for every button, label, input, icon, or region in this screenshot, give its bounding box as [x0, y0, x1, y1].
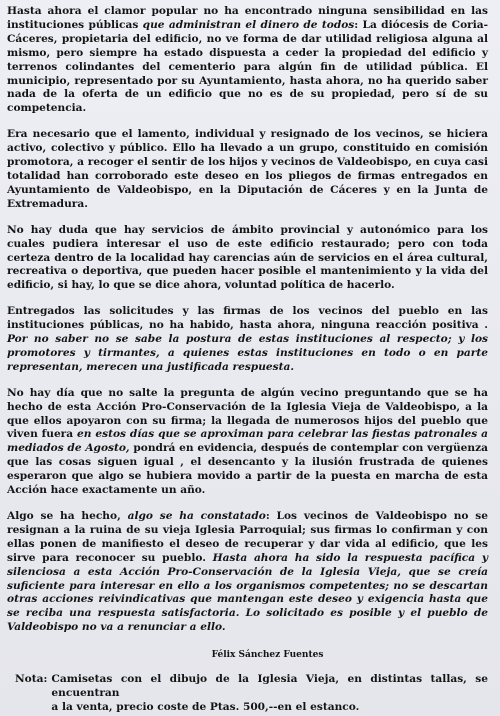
paragraph-text: No hay duda que hay servicios de ámbito provincial y autonómico para los cuales pudiera interesar el uso de este edificio restaurado; pero con toda certeza dentro de la localidad hay carencias aún de servicios en el área cultural, recreativa o deportiva, que pueden hacer posible el mantenimiento y la vida del edificio, si hay, lo que se dice ahora, voluntad política de hacerlo. — [7, 223, 488, 292]
paragraph — [7, 510, 488, 635]
paragraph-text: pondrá en evidencia, después de contemplar con vergüenza que las cosas siguen igual , el desencanto y la ilusión frustrada de quienes esperaron que algo se hubiera movido a partir de la puesta en marcha de esta Acción hace exactamente un año. — [7, 442, 488, 497]
paragraph-text: No hay día que no salte la pregunta de algún vecino preguntando que se ha hecho de esta Acción Pro-Conservación de la Iglesia Vieja de Valdeobispo, a la que ellos apoyaron con su firma; la llegada de numerosos hijos del pueblo que viven fuera — [7, 386, 488, 441]
note-line: Camisetas con el dibujo de la Iglesia Vieja, en distintas tallas, se encuentran — [51, 673, 488, 700]
paragraph-italic-text: Hasta ahora ha sido la respuesta pacífica y silenciosa a esta Acción Pro-Conservación de la Iglesia Vieja, que se creía suficiente para interesar en ello a los organismos competentes; no se descartan otras acciones reivindicativas que mantengan este deseo y exigencia hasta que se reciba una respuesta satisfactoria. Lo solicitado es posible y el pueblo de Valdeobispo no va a renunciar a ello. — [7, 551, 488, 634]
paragraph — [7, 387, 488, 498]
paragraph-italic-text: en estos días que se aproximan para celebrar las fiestas patronales a mediados de Agosto, — [7, 428, 488, 455]
author-signature: Félix Sánchez Fuentes — [211, 650, 324, 661]
paragraph-italic-text: que administran el dinero de todos — [142, 18, 355, 31]
paragraph-italic-text: algo se ha constatado — [127, 510, 266, 522]
paragraph-text: Algo se ha hecho, — [7, 510, 128, 522]
paragraph-italic-text: Por no saber no se sabe la postura de estas instituciones al respecto; y los promotores y tirmantes, a quienes estas instituciones en todo o en parte representan, merecen una justificada respuesta. — [7, 333, 488, 373]
paragraph-text: Hasta ahora el clamor popular no ha encontrado ninguna sensibilidad en las instituciones públicas — [7, 5, 488, 31]
paragraph — [7, 305, 488, 375]
paragraph — [7, 224, 488, 294]
note-label: Nota: — [15, 673, 48, 686]
paragraph-text: : La diócesis de Coria-Cáceres, propietaria del edificio, no ve forma de dar utilidad religiosa alguna al mismo, pero siempre ha estado dispuesta a ceder la propiedad del edificio y terrenos colindantes del cementerio para algún fin de utilidad pública. El municipio, representado por su Ayuntamiento, hasta ahora, no ha querido saber nada de la oferta de un edificio que no es de su propiedad, pero sí de su competencia. — [7, 18, 489, 115]
paragraph-text: Entregados las solicitudes y las firmas de los vecinos del pueblo en las instituciones públicas, no ha habido, hasta ahora, ninguna reacción positiva . — [7, 305, 488, 332]
note-text — [51, 673, 488, 715]
paragraph-text: Era necesario que el lamento, individual y resignado de los vecinos, se hiciera activo, colectivo y público. Ello ha llevado a un grupo, constituido en comisión promotora, a recoger el sentir de los hijos y vecinos de Valdeobispo, en cuya casi totalidad han corroborado este deseo en los pliegos de firmas entregados en Ayuntamiento de Valdeobispo, en la Diputación de Cáceres y en la Junta de Extremadura. — [7, 128, 488, 210]
note-line: a la venta, precio coste de Ptas. 500,--en el estanco. — [51, 700, 360, 713]
note-block — [7, 673, 488, 715]
paragraph — [7, 5, 488, 116]
paragraph-text: : Los vecinos de Valdeobispo no se resignan a la ruina de su vieja Iglesia Parroquial; sus firmas lo confirman y con ellas ponen de manifiesto el deseo de recuperar y dar vida al edificio, que les sirve para reconocer su pueblo. — [7, 510, 488, 564]
article-body — [7, 5, 488, 635]
paragraph — [7, 128, 488, 211]
